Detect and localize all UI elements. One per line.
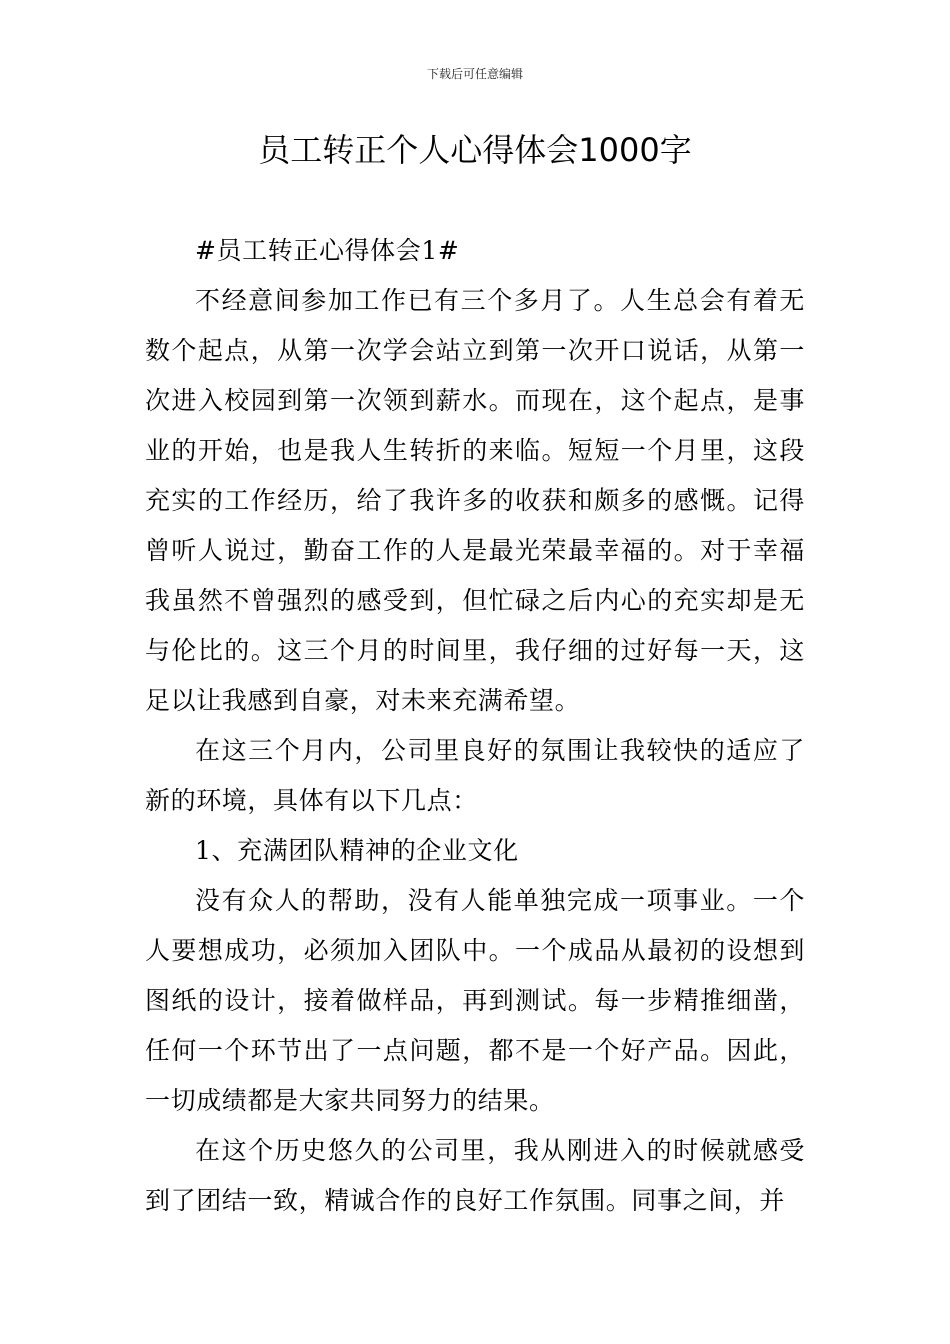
document-body — [145, 226, 805, 1226]
download-note: 下载后可任意编辑 — [426, 67, 523, 81]
paragraph: 在这个历史悠久的公司里，我从刚进入的时候就感受到了团结一致，精诚合作的良好工作氛围。同事之间，并 — [145, 1136, 805, 1215]
paragraph: 没有众人的帮助，没有人能单独完成一项事业。一个人要想成功，必须加入团队中。一个成品从最初的设想到图纸的设计，接着做样品，再到测试。每一步精推细凿，任何一个环节出了一点问题，都不是一个好产品。因此，一切成绩都是大家共同努力的结果。 — [145, 886, 805, 1115]
paragraph: 不经意间参加工作已有三个多月了。人生总会有着无数个起点，从第一次学会站立到第一次开口说话，从第一次进入校园到第一次领到薪水。而现在，这个起点，是事业的开始，也是我人生转折的来临。短短一个月里，这段充实的工作经历，给了我许多的收获和颇多的感慨。记得曾听人说过，勤奋工作的人是最光荣最幸福的。对于幸福我虽然不曾强烈的感受到，但忙碌之后内心的充实却是无与伦比的。这三个月的时间里，我仔细的过好每一天，这足以让我感到自豪，对未来充满希望。 — [145, 286, 805, 715]
paragraph: 在这三个月内，公司里良好的氛围让我较快的适应了新的环境，具体有以下几点： — [145, 736, 805, 815]
section-heading: #员工转正心得体会1# — [195, 236, 460, 265]
document-title: 员工转正个人心得体会1000字 — [258, 131, 692, 169]
list-heading: 1、充满团队精神的企业文化 — [195, 836, 519, 865]
